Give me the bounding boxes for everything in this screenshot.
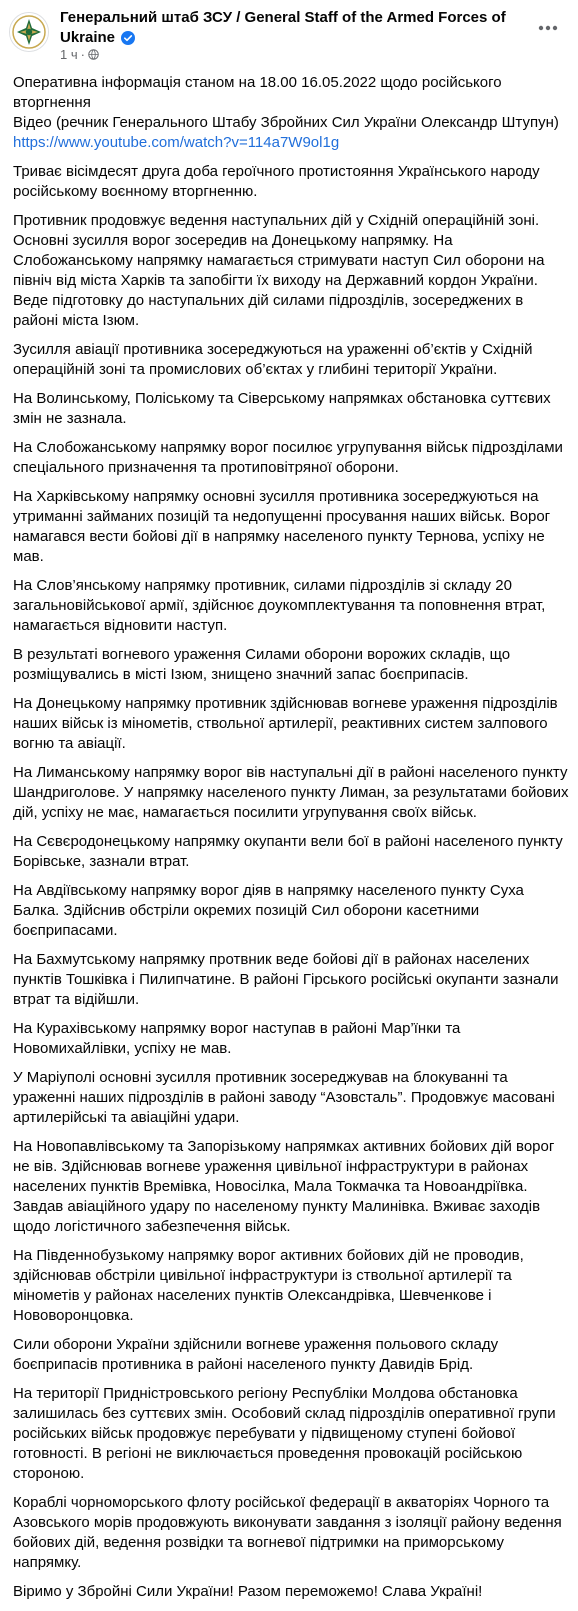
more-options-button[interactable]	[534, 14, 562, 42]
paragraph: Противник продовжує ведення наступальних дій у Східній операційній зоні. Основні зусилля ворог зосередив на Донецькому напрямку. На Слобожанському напрямку намагається стримувати наступ Сил оборони на північ від міста Харків та запобігти їх виходу на Державний кордон України. Веде підготовку до наступальних дій силами підрозділів, зосереджених в районі міста Ізюм.	[13, 212, 545, 329]
closing-paragraph: Віримо у Збройні Сили України! Разом переможемо! Слава Україні!	[13, 1583, 483, 1600]
post-meta	[60, 47, 99, 63]
paragraph: На Новопавлівському та Запорізькому напрямках активних бойових дій ворог не вів. Здійснював вогневе ураження цивільної інфраструктури в районах населених пунктів Времівка, Новосілка, Мала Токмачка та Новоандріївка. Завдав авіаційного удару по населеному пункту Малинівка. Вживає заходів щодо логістичного забезпечення військ.	[13, 1138, 555, 1235]
paragraph: У Маріуполі основні зусилля противник зосереджував на блокуванні та ураженні наших підрозділів в районі заводу “Азовсталь”. Продовжує масовані артилерійські та авіаційні удари.	[13, 1069, 555, 1126]
page-name-link[interactable]	[60, 8, 515, 48]
paragraph: На Курахівському напрямку ворог наступав в районі Мар’їнки та Новомихайлівки, успіху не мав.	[13, 1020, 461, 1057]
page-avatar[interactable]	[9, 12, 49, 52]
intro-video-caption: Відео (речник Генерального Штабу Збройних Сил України Олександр Штупун)	[13, 114, 559, 131]
paragraph: На Харківському напрямку основні зусилля противника зосереджуються на утриманні займаних позицій та недопущенні просування наших військ. Ворог намагався вести бойові дії в напрямку населеного пункту Тернова, успіху не мав.	[13, 488, 551, 565]
paragraph: На Лиманському напрямку ворог вів наступальні дії в районі населеного пункту Шандриголове. У напрямку населеного пункту Лиман, за результатами бойових дій, успіху не має, намагається посилити угрупування своїх військ.	[13, 764, 569, 821]
globe-icon[interactable]	[88, 48, 99, 59]
paragraph: На Бахмутському напрямку протвник веде бойові дії в районах населених пунктів Тошківка і Пилипчатине. В районі Гірського російські окупанти зазнали втрат та відійшли.	[13, 951, 559, 1008]
paragraph: На Авдіївському напрямку ворог діяв в напрямку населеного пункту Суха Балка. Здійснив обстріли окремих позицій Сил оборони касетними боєприпасами.	[13, 882, 524, 939]
paragraph: На Сєвєродонецькому напрямку окупанти вели бої в районі населеного пункту Борівське, зазнали втрат.	[13, 833, 563, 870]
paragraph: В результаті вогневого ураження Силами оборони ворожих складів, що розміщувались в місті Ізюм, знищено значний запас боєприпасів.	[13, 646, 511, 683]
page-name[interactable]: Генеральний штаб ЗСУ / General Staff of the Armed Forces of Ukraine	[60, 9, 506, 46]
post-timestamp[interactable]: 1 ч	[60, 47, 78, 62]
paragraph: На Слобожанському напрямку ворог посилює угрупування військ підрозділами спеціального призначення та протиповітряної оборони.	[13, 439, 563, 476]
paragraph: Сили оборони України здійснили вогневе ураження польового складу боєприпасів противника в районі населеного пункту Давидів Брід.	[13, 1336, 499, 1373]
general-staff-emblem-icon	[10, 13, 48, 51]
paragraph: Зусилля авіації противника зосереджуються на ураженні об’єктів у Східній операційній зоні та промислових об’єктах у глибині території України.	[13, 341, 533, 378]
paragraph: На Волинському, Поліському та Сіверському напрямках обстановка суттєвих змін не зазнала.	[13, 390, 551, 427]
paragraph: На території Придністровського регіону Республіки Молдова обстановка залишилась без суттєвих змін. Особовий склад підрозділів оперативної групи російських військ продовжує перебувати у підвищеному ступені бойової готовності. В регіоні не виключається проведення провокацій російською стороною.	[13, 1385, 556, 1482]
paragraph: На Донецькому напрямку противник здійснював вогневе ураження підрозділів наших військ із мінометів, ствольної артилерії, реактивних систем залпового вогню та авіації.	[13, 695, 558, 752]
paragraph: Кораблі чорноморського флоту російської федерації в акваторіях Чорного та Азовського морів продовжують виконувати завдання з ізоляції району ведення бойових дій, ведення розвідки та вогневої підтримки на приморському напрямку.	[13, 1494, 562, 1571]
more-options-icon	[538, 25, 558, 31]
video-link[interactable]: https://www.youtube.com/watch?v=114a7W9ol1g	[13, 134, 340, 151]
paragraph: На Слов’янському напрямку противник, силами підрозділів зі складу 20 загальновійськової армії, здійснює доукомплектування та поповнення втрат, намагається відновити наступ.	[13, 577, 546, 634]
paragraph: На Південнобузькому напрямку ворог активних бойових дій не проводив, здійснював обстріли цивільної інфраструктури із ствольної артилерії та мінометів у районах населених пунктів Олександрівка, Шевченкове і Нововоронцовка.	[13, 1247, 524, 1324]
meta-separator: ·	[80, 47, 85, 62]
post-body	[13, 73, 569, 1611]
verified-badge-icon	[121, 31, 135, 45]
post-header	[0, 0, 578, 64]
post-intro	[13, 73, 569, 153]
paragraph: Триває вісімдесят друга доба героїчного протистояння Українського народу російському воєнному вторгненню.	[13, 163, 540, 200]
intro-title: Оперативна інформація станом на 18.00 16.05.2022 щодо російського вторгнення	[13, 74, 502, 111]
